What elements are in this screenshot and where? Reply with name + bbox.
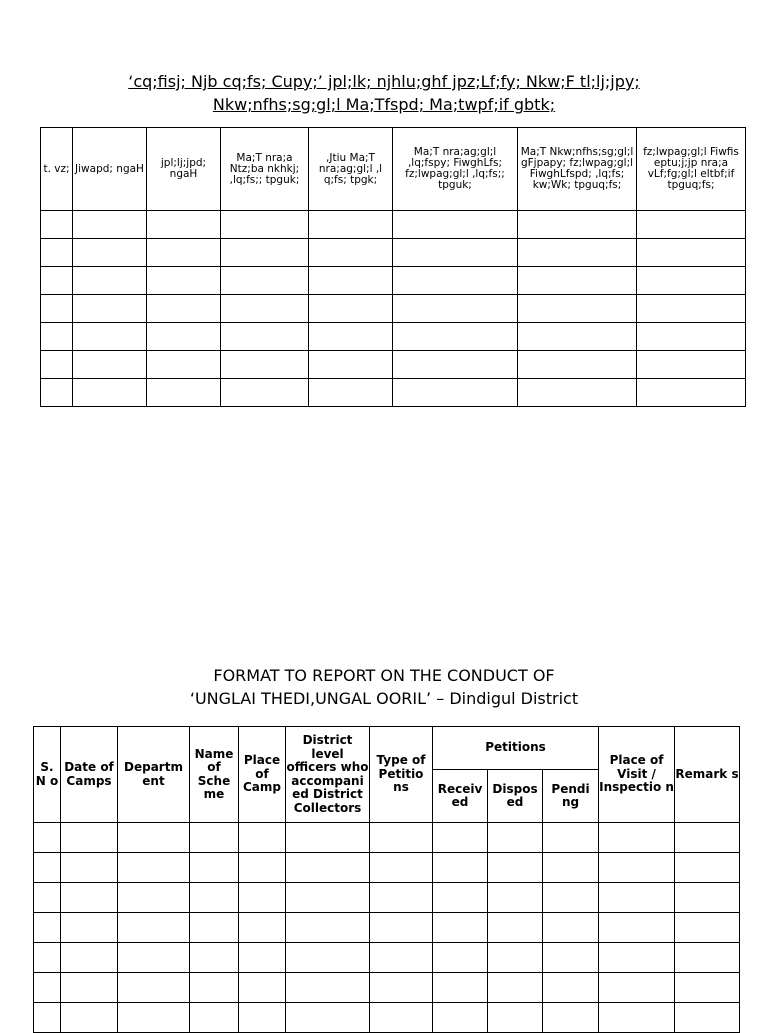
tamil-table-row <box>41 295 746 323</box>
tamil-header-scheme: jpl;lj;jpd; ngaH <box>147 128 221 211</box>
header-place-of-visit: Place of Visit / Inspectio n <box>599 727 675 823</box>
english-table-row <box>34 823 740 853</box>
tamil-header-action-taken: fz;lwpag;gl;l Fiwfis eptu;j;jp nra;a vLf;fg;gl;l eltbf;if tpguq;fs; <box>637 128 746 211</box>
english-table-row <box>34 973 740 1003</box>
english-report-title <box>0 664 768 710</box>
english-table-row <box>34 913 740 943</box>
header-date-of-camps: Date of Camps <box>61 727 118 823</box>
tamil-table-row <box>41 239 746 267</box>
header-disposed: Dispos ed <box>488 770 543 823</box>
tamil-table-row <box>41 379 746 407</box>
header-type-of-petitions: Type of Petitio ns <box>370 727 433 823</box>
header-name-of-scheme: Name of Sche me <box>190 727 239 823</box>
english-title-line-1: FORMAT TO REPORT ON THE CONDUCT OF <box>213 666 555 685</box>
tamil-table-row <box>41 351 746 379</box>
tamil-header-places-to-inspect: Ma;T nra;a Ntz;ba nkhkj; ,lq;fs;; tpguk; <box>221 128 309 211</box>
tamil-report-title <box>0 70 768 116</box>
header-remarks: Remark s <box>675 727 740 823</box>
tamil-title-line-1: ‘cq;fisj; Njb cq;fs; Cupy;’ jpl;lk; njhlu;ghf jpz;Lf;fy; Nkw;F tl;lj;jpy; <box>128 72 640 91</box>
english-table-row <box>34 943 740 973</box>
english-report-table <box>33 726 740 1033</box>
tamil-report-table <box>40 127 746 407</box>
tamil-table-row <box>41 323 746 351</box>
tamil-header-deficient-places: Ma;T nra;ag;gl;l ,lq;fspy; FiwghLfs; fz;lwpag;gl;l ,lq;fs;; tpguk; <box>393 128 518 211</box>
header-place-of-camp: Place of Camp <box>239 727 286 823</box>
header-petitions: Petitions <box>433 727 599 770</box>
tamil-table-row <box>41 211 746 239</box>
tamil-title-line-2: Nkw;nfhs;sg;gl;l Ma;Tfspd; Ma;twpf;if gbtk; <box>212 95 556 114</box>
english-table-row <box>34 883 740 913</box>
tamil-header-serial-no: t. vz; <box>41 128 73 211</box>
tamil-header-deficiency-details: Ma;T Nkw;nfhs;sg;gl;l gFjpapy; fz;lwpag;gl;l FiwghLfspd; ,lq;fs; kw;Wk; tpguq;fs; <box>518 128 637 211</box>
tamil-header-department: Jiwapd; ngaH <box>73 128 147 211</box>
header-sno: S. N o <box>34 727 61 823</box>
tamil-header-places-inspected: ,Jtiu Ma;T nra;ag;gl;l ,l q;fs; tpgk; <box>309 128 393 211</box>
english-table-header-row <box>34 727 740 770</box>
tamil-table-row <box>41 267 746 295</box>
tamil-table-header-row <box>41 128 746 211</box>
header-district-officers: District level officers who accompani ed District Collectors <box>286 727 370 823</box>
header-department: Departm ent <box>118 727 190 823</box>
english-table-row <box>34 1003 740 1033</box>
header-received: Receiv ed <box>433 770 488 823</box>
header-pending: Pendi ng <box>543 770 599 823</box>
english-title-line-2: ‘UNGLAI THEDI,UNGAL OORIL’ – Dindigul District <box>189 689 579 708</box>
english-table-row <box>34 853 740 883</box>
